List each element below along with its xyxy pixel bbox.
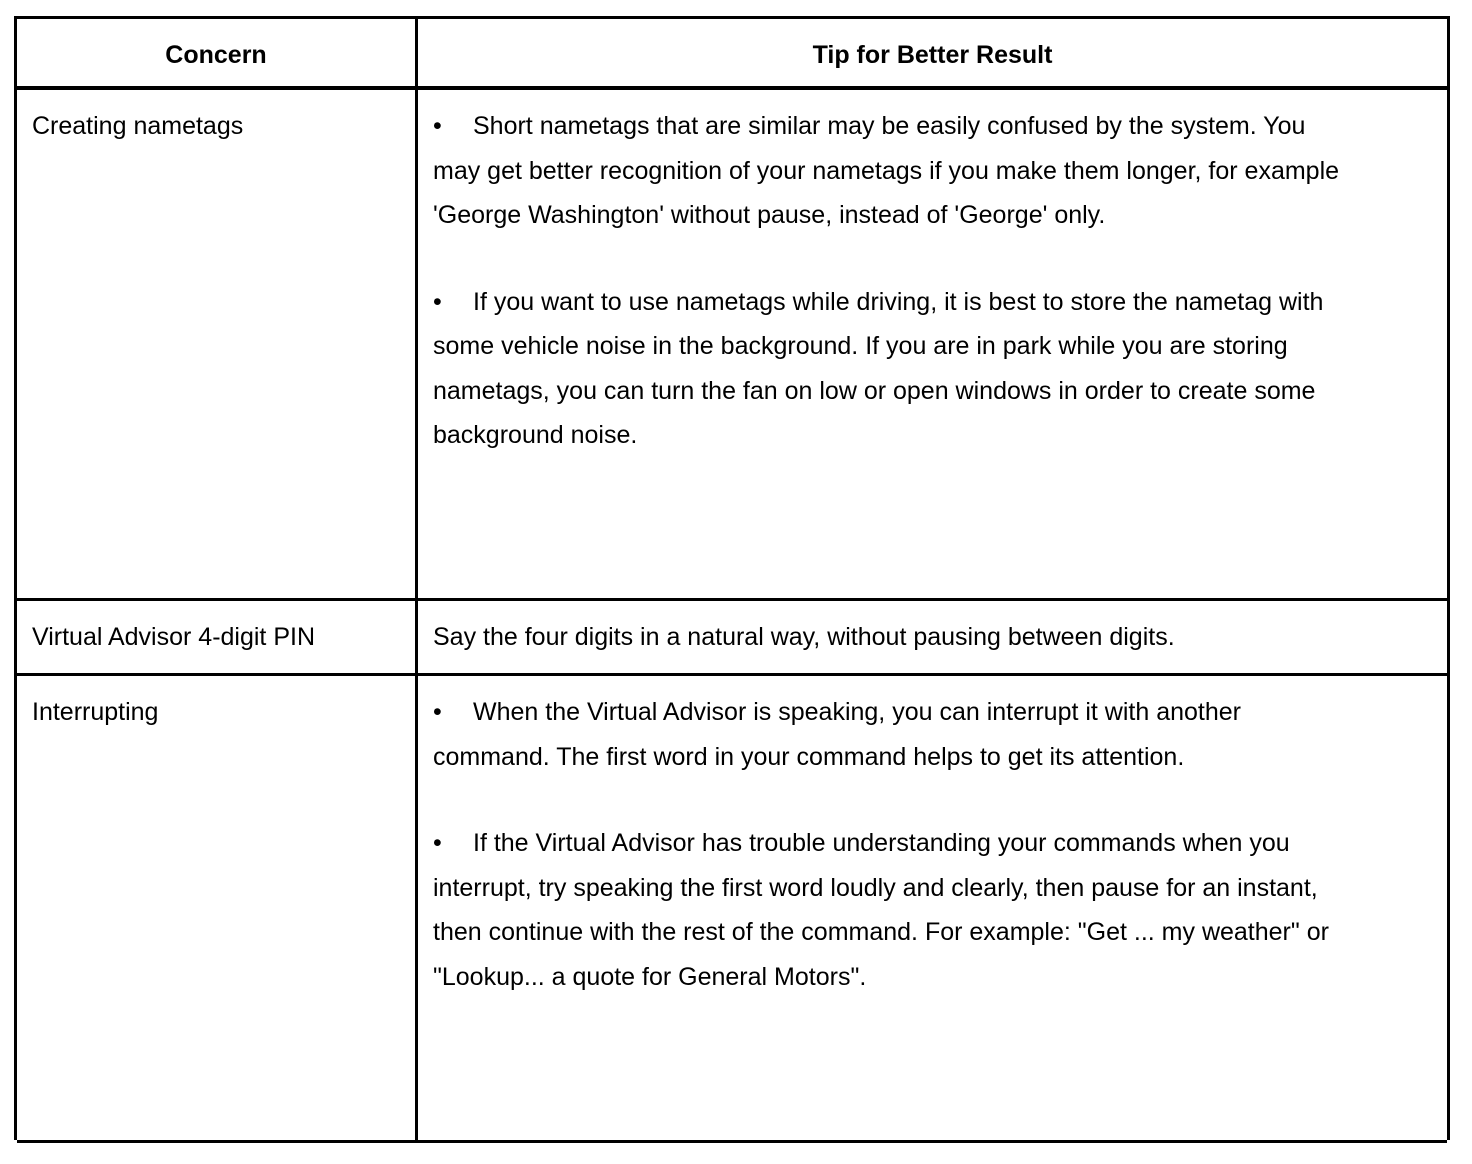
bullet-icon: • bbox=[433, 287, 442, 316]
concern-cell: Creating nametags bbox=[32, 112, 244, 140]
tip-bullet-item bbox=[433, 104, 1357, 238]
bullet-icon: • bbox=[433, 829, 442, 857]
concern-cell: Virtual Advisor 4-digit PIN bbox=[32, 623, 315, 651]
tip-bullet-item bbox=[433, 690, 1357, 779]
tip-bullet-item bbox=[433, 280, 1357, 458]
table-header-row bbox=[17, 19, 1447, 90]
tip-text: If the Virtual Advisor has trouble understanding your commands when you interrupt, try speaking the first word loudly and clearly, then pause for an instant, then continue with the rest of the command. For example: "Get ... my weather" or "Lookup... a quote for General Motors". bbox=[433, 829, 1329, 991]
tip-cell bbox=[418, 601, 1447, 660]
table-row bbox=[17, 676, 1447, 1143]
header-concern: Concern bbox=[165, 41, 267, 69]
tip-cell bbox=[418, 90, 1447, 458]
tip-text: When the Virtual Advisor is speaking, you can interrupt it with another command. The first word in your command helps to get its attention. bbox=[433, 698, 1242, 771]
tip-cell bbox=[418, 676, 1447, 999]
bullet-icon: • bbox=[433, 112, 442, 140]
tip-text: Say the four digits in a natural way, without pausing between digits. bbox=[433, 623, 1175, 651]
tip-text: If you want to use nametags while driving, it is best to store the nametag with some vehicle noise in the background. If you are in park while you are storing nametags, you can turn the fan on low or open windows in order to create some background noise. bbox=[433, 287, 1324, 449]
table-row bbox=[17, 90, 1447, 601]
bullet-icon: • bbox=[433, 698, 442, 726]
tip-text: Short nametags that are similar may be easily confused by the system. You may get better recognition of your nametags if you make them longer, for example 'George Washington' without pause, instead of 'George' only. bbox=[433, 112, 1340, 229]
tips-table bbox=[14, 16, 1450, 1140]
header-tip: Tip for Better Result bbox=[812, 41, 1053, 69]
tip-bullet-item bbox=[433, 821, 1357, 999]
concern-cell: Interrupting bbox=[32, 698, 159, 726]
table-row bbox=[17, 601, 1447, 676]
